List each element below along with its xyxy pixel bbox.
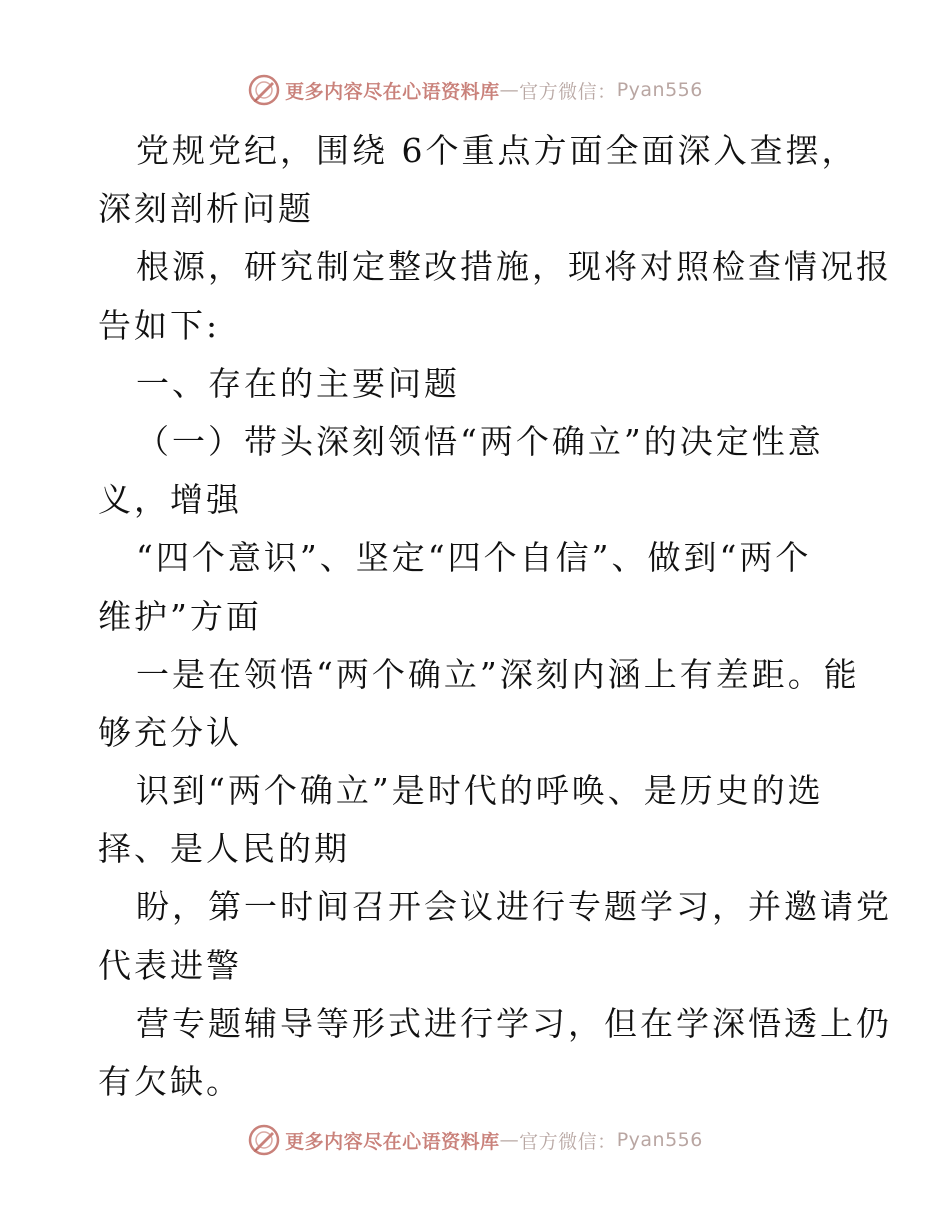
body-line: “四个意识”、坚定“四个自信”、做到“两个 [136, 538, 812, 578]
footer-watermark-banner [0, 1120, 950, 1160]
header-watermark-banner [0, 70, 950, 110]
body-line: 深刻剖析问题 [98, 189, 314, 229]
body-line: 择、是人民的期 [98, 829, 350, 869]
body-line: 代表进警 [98, 945, 242, 985]
body-line: 告如下: [98, 305, 221, 345]
body-line: 根源，研究制定整改措施，现将对照检查情况报 [136, 247, 892, 287]
body-line: 营专题辅导等形式进行学习，但在学深悟透上仍 [136, 1003, 892, 1043]
body-line: 盼，第一时间召开会议进行专题学习，并邀请党 [136, 887, 892, 927]
banner-main-text: 更多内容尽在心语资料库 [285, 80, 500, 103]
banner-dash: — [499, 79, 520, 101]
body-line: 够充分认 [98, 712, 242, 752]
body-line: 识到“两个确立”是时代的呼唤、是历史的选 [136, 771, 824, 811]
pen-logo-icon [247, 73, 281, 107]
banner-wechat-id: Pyan556 [616, 79, 703, 101]
body-line: 有欠缺。 [98, 1062, 242, 1101]
banner-dash: — [499, 1129, 520, 1151]
body-line: 一是在领悟“两个确立”深刻内涵上有差距。能 [136, 654, 860, 694]
body-line: 党规党纪，围绕 6个重点方面全面深入查摆， [136, 131, 858, 170]
banner-wechat-label: 官方微信： [519, 1130, 617, 1153]
banner-wechat-label: 官方微信： [519, 80, 617, 103]
document-body [98, 122, 898, 1111]
pen-logo-icon [247, 1123, 281, 1157]
subsection-heading: （一）带头深刻领悟“两个确立”的决定性意 [136, 421, 824, 461]
body-line: 维护”方面 [98, 596, 262, 636]
body-line: 义，增强 [98, 480, 242, 520]
banner-wechat-id: Pyan556 [616, 1129, 703, 1151]
banner-main-text: 更多内容尽在心语资料库 [285, 1130, 500, 1153]
section-heading: 一、存在的主要问题 [136, 363, 460, 403]
